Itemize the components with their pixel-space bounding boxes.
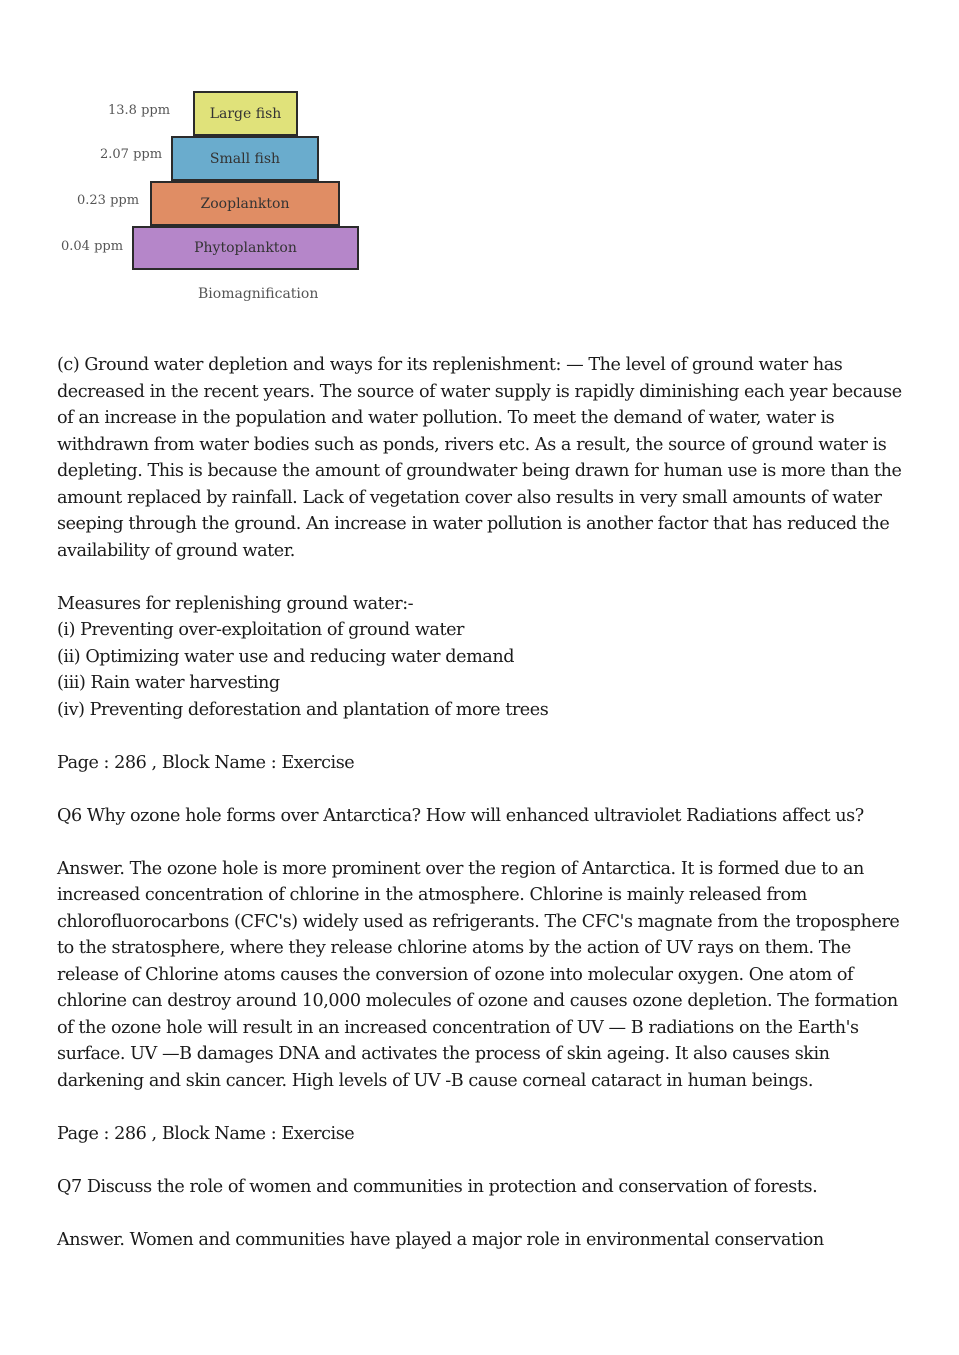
biomagnification-figure xyxy=(0,0,400,320)
page-reference: Page : 286 , Block Name : Exercise xyxy=(57,1123,355,1144)
page-reference: Page : 286 , Block Name : Exercise xyxy=(57,752,355,773)
figure-caption: Biomagnification xyxy=(198,286,319,302)
question-7: Q7 Discuss the role of women and communities in protection and conservation of forests. xyxy=(57,1176,818,1197)
ppm-label: 0.23 ppm xyxy=(77,193,140,208)
measure-item: (iv) Preventing deforestation and plantation of more trees xyxy=(57,699,549,720)
measure-item: (i) Preventing over-exploitation of ground water xyxy=(57,620,465,640)
section-c-paragraph: (c) Ground water depletion and ways for its replenishment: — The level of ground water has decreased in the recent years. The source of water supply is rapidly diminishing each year because of an increase in the population and water pollution. To meet the demand of water, water is withdrawn from water bodies such as ponds, rivers etc. As a result, the source of ground water is depleting. This is because the amount of groundwater being drawn for human use is more than the amount replaced by rainfall. Lack of vegetation cover also results in very small amounts of water seeping through the ground. An increase in water pollution is another factor that has reduced the availability of ground water. xyxy=(57,355,902,561)
tier-label: Zooplankton xyxy=(200,195,290,212)
tier-label: Small fish xyxy=(209,150,281,167)
answer-6: Answer. The ozone hole is more prominent over the region of Antarctica. It is formed due to an increased concentration of chlorine in the atmosphere. Chlorine is mainly released from chlorofluorocarbons (CFC's) widely used as refrigerants. The CFC's magnate from the troposphere to the stratosphere, where they release chlorine atoms by the action of UV rays on them. The release of Chlorine atoms causes the conversion of ozone into molecular oxygen. One atom of chlorine can destroy around 10,000 molecules of ozone and causes ozone depletion. The formation of the ozone hole will result in an increased concentration of UV — B radiations on the Earth's surface. UV —B damages DNA and activates the process of skin ageing. It also causes skin darkening and skin cancer. High levels of UV -B cause corneal cataract in human beings. xyxy=(57,858,900,1091)
question-6: Q6 Why ozone hole forms over Antarctica? How will enhanced ultraviolet Radiations affect us? xyxy=(57,805,864,826)
tier-label: Large fish xyxy=(209,105,282,122)
measures-heading: Measures for replenishing ground water:- xyxy=(57,593,414,614)
document-body xyxy=(57,352,917,1280)
measures-block xyxy=(57,591,917,724)
ppm-label: 0.04 ppm xyxy=(61,239,124,254)
measure-item: (iii) Rain water harvesting xyxy=(57,673,280,693)
tier-phytoplankton xyxy=(132,226,359,270)
tier-label: Phytoplankton xyxy=(194,240,297,256)
measure-item: (ii) Optimizing water use and reducing water demand xyxy=(57,646,515,667)
tier-large-fish xyxy=(193,91,298,136)
ppm-label: 2.07 ppm xyxy=(100,147,163,162)
ppm-label: 13.8 ppm xyxy=(108,103,171,118)
tier-zooplankton xyxy=(150,181,340,226)
tier-small-fish xyxy=(171,136,319,181)
answer-7: Answer. Women and communities have played a major role in environmental conservation xyxy=(57,1229,824,1250)
